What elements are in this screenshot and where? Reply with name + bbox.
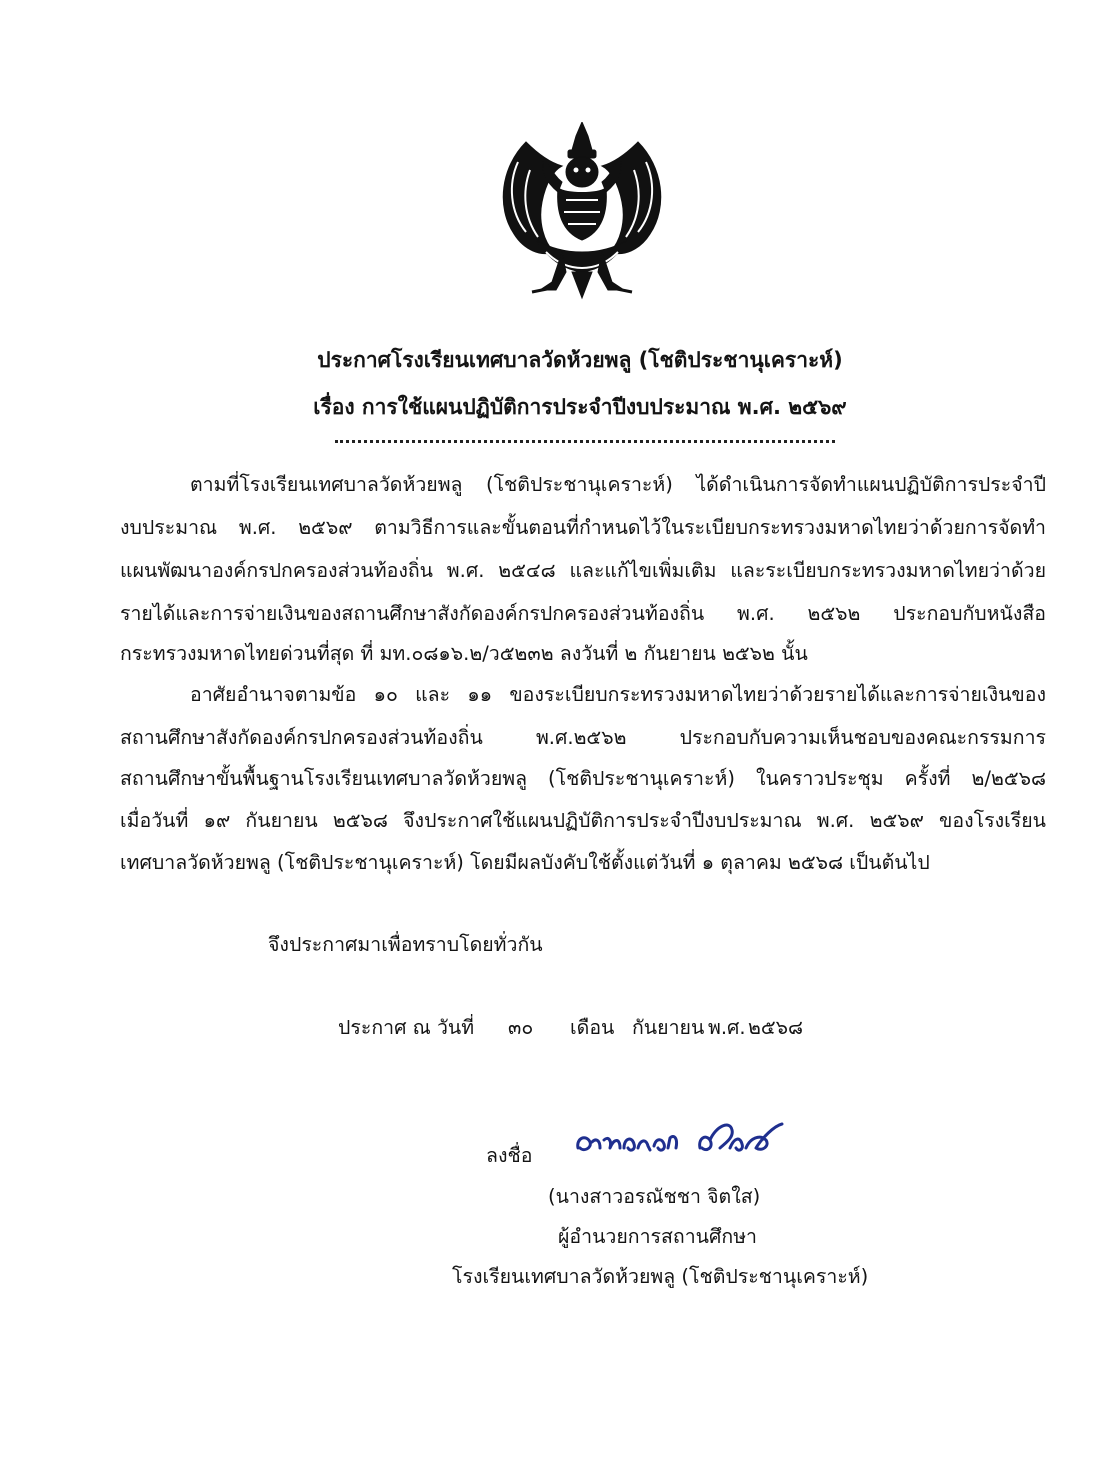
date-month: กันยายน xyxy=(632,1016,705,1039)
announcement-title: ประกาศโรงเรียนเทศบาลวัดห้วยพลู (โชติประชานุเคราะห์) xyxy=(317,348,843,372)
date-month-label: เดือน xyxy=(570,1016,615,1039)
garuda-emblem-icon xyxy=(496,122,668,302)
paragraph1-line5: กระทรวงมหาดไทยด่วนที่สุด ที่ มท.๐๘๑๖.๒/ว๕๒๓๒ ลงวันที่ ๒ กันยายน ๒๕๖๒ นั้น xyxy=(120,642,808,665)
paragraph1-line3: แผนพัฒนาองค์กรปกครองส่วนท้องถิ่น พ.ศ. ๒๕๔๘ และแก้ไขเพิ่มเติม และระเบียบกระทรวงมหาดไทยว่าด้วย xyxy=(120,559,1046,582)
paragraph2-line4: เมื่อวันที่ ๑๙ กันยายน ๒๕๖๘ จึงประกาศใช้แผนปฏิบัติการประจำปีงบประมาณ พ.ศ. ๒๕๖๙ ของโรงเรียน xyxy=(120,809,1046,832)
paragraph2-line1: อาศัยอำนาจตามข้อ ๑๐ และ ๑๑ ของระเบียบกระทรวงมหาดไทยว่าด้วยรายได้และการจ่ายเงินของ xyxy=(190,683,1046,706)
date-year: ๒๕๖๘ xyxy=(748,1016,804,1039)
handwritten-signature xyxy=(570,1108,790,1168)
paragraph2-line5: เทศบาลวัดห้วยพลู (โชติประชานุเคราะห์) โดยมีผลบังคับใช้ตั้งแต่วันที่ ๑ ตุลาคม ๒๕๖๘ เป็นต้นไป xyxy=(120,851,930,874)
signatory-position: ผู้อำนวยการสถานศึกษา xyxy=(558,1225,757,1248)
announcement-subject: เรื่อง การใช้แผนปฏิบัติการประจำปีงบประมาณ พ.ศ. ๒๕๖๙ xyxy=(313,395,847,419)
paragraph1-line1: ตามที่โรงเรียนเทศบาลวัดห้วยพลู (โชติประชานุเคราะห์) ได้ดำเนินการจัดทำแผนปฏิบัติการประจำปี xyxy=(190,473,1046,496)
signatory-organization: โรงเรียนเทศบาลวัดห้วยพลู (โชติประชานุเคราะห์) xyxy=(452,1265,869,1288)
closing-statement: จึงประกาศมาเพื่อทราบโดยทั่วกัน xyxy=(268,933,543,956)
date-year-label: พ.ศ. xyxy=(708,1016,746,1039)
date-prefix: ประกาศ ณ วันที่ xyxy=(338,1016,475,1039)
paragraph2-line2: สถานศึกษาสังกัดองค์กรปกครองส่วนท้องถิ่น พ.ศ.๒๕๖๒ ประกอบกับความเห็นชอบของคณะกรรมการ xyxy=(120,726,1046,749)
dotted-divider xyxy=(335,440,835,443)
paragraph1-line4: รายได้และการจ่ายเงินของสถานศึกษาสังกัดองค์กรปกครองส่วนท้องถิ่น พ.ศ. ๒๕๖๒ ประกอบกับหนังสือ xyxy=(120,602,1046,625)
signatory-name: (นางสาวอรณัชชา จิตใส) xyxy=(548,1185,761,1208)
date-day: ๓๐ xyxy=(508,1016,534,1039)
signature-label: ลงชื่อ xyxy=(486,1144,533,1167)
paragraph2-line3: สถานศึกษาขั้นพื้นฐานโรงเรียนเทศบาลวัดห้วยพลู (โชติประชานุเคราะห์) ในคราวประชุม ครั้งที่ ๒/๒๕๖๘ xyxy=(120,767,1046,790)
paragraph1-line2: งบประมาณ พ.ศ. ๒๕๖๙ ตามวิธีการและขั้นตอนที่กำหนดไว้ในระเบียบกระทรวงมหาดไทยว่าด้วยการจัดทำ xyxy=(120,516,1046,539)
